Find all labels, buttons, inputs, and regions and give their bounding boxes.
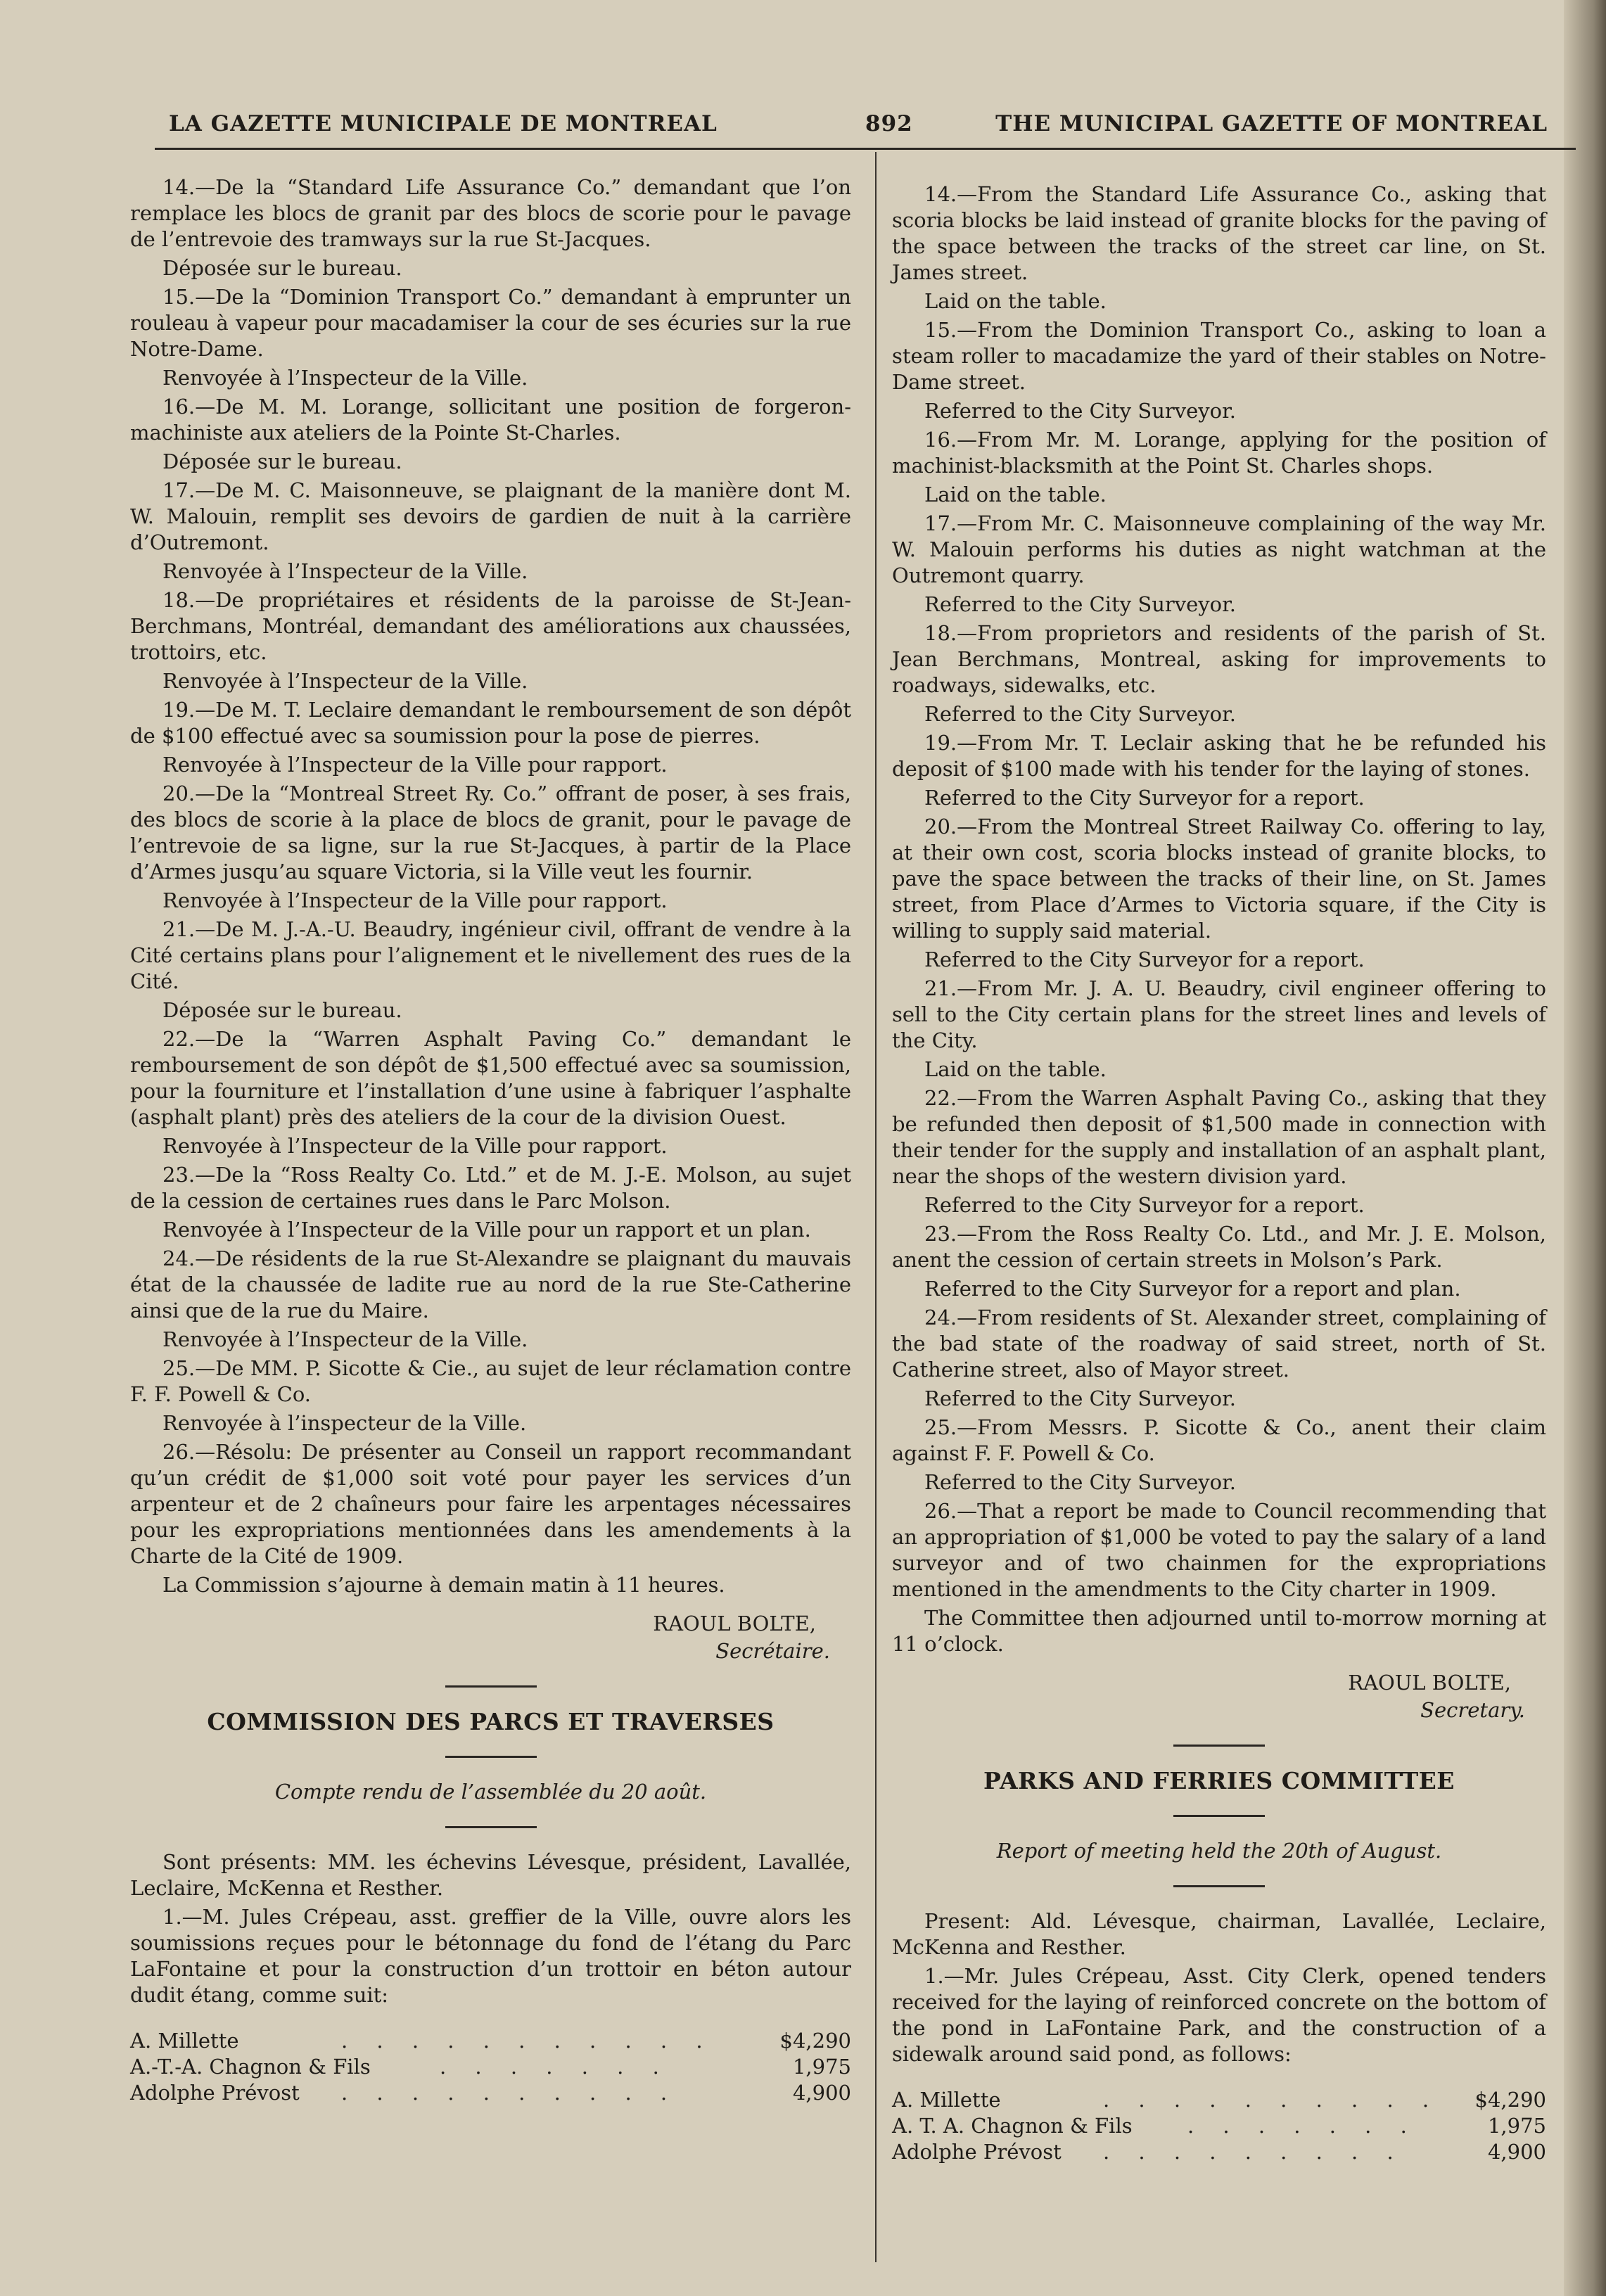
- signature-title: Secrétaire.: [715, 1639, 830, 1663]
- tender-amount: 1,975: [1487, 2114, 1546, 2138]
- tender-row: A. Millette . . . . . . . . . . $4,290: [892, 2088, 1546, 2112]
- tender-amount: 4,900: [1487, 2140, 1546, 2164]
- item-paragraph: 22.—De la “Warren Asphalt Paving Co.” demandant le remboursement de son dépôt de $1,500 effectué avec sa soumission, pour la fourniture et l’installation d’une usine à fabriquer l’asphalte (asphalt plant) près des ateliers de la cour de la division Ouest.: [130, 1027, 851, 1129]
- item-disposition: Déposée sur le bureau.: [162, 256, 402, 280]
- item-disposition: Referred to the City Surveyor.: [924, 702, 1237, 726]
- item-paragraph: 17.—De M. C. Maisonneuve, se plaignant de la manière dont M. W. Malouin, remplit ses devoirs de gardien de nuit à la carrière d’Outremont.: [130, 478, 851, 554]
- item-paragraph: 19.—From Mr. T. Leclair asking that he be refunded his deposit of $100 made with his tender for the laying of stones.: [892, 731, 1546, 781]
- section-title: PARKS AND FERRIES COMMITTEE: [983, 1767, 1455, 1794]
- header-rule: [155, 148, 1576, 150]
- french-column: [130, 174, 851, 2106]
- section-divider: [445, 1685, 537, 1688]
- section-subtitle: Compte rendu de l’assemblée du 20 août.: [274, 1780, 707, 1804]
- attendance-paragraph: Sont présents: MM. les échevins Lévesque, président, Lavallée, Leclaire, McKenna et Resther.: [130, 1850, 851, 1900]
- item-paragraph: 19.—De M. T. Leclaire demandant le remboursement de son dépôt de $100 effectué avec sa soumission pour la pose de pierres.: [130, 698, 851, 748]
- tender-row: A. Millette . . . . . . . . . . . $4,290: [130, 2029, 851, 2053]
- item-paragraph: 23.—From the Ross Realty Co. Ltd., and Mr. J. E. Molson, anent the cession of certain streets in Molson’s Park.: [892, 1222, 1546, 1272]
- tender-amount: $4,290: [1474, 2088, 1546, 2112]
- item-paragraph: 16.—From Mr. M. Lorange, applying for the position of machinist-blacksmith at the Point St. Charles shops.: [892, 428, 1546, 478]
- section-divider: [1173, 1885, 1265, 1887]
- item-disposition: Renvoyée à l’Inspecteur de la Ville.: [162, 669, 528, 693]
- item-paragraph: 21.—De M. J.-A.-U. Beaudry, ingénieur civil, offrant de vendre à la Cité certains plans pour l’alignement et le nivellement des rues de la Cité.: [130, 917, 851, 993]
- item-paragraph: 14.—De la “Standard Life Assurance Co.” demandant que l’on remplace les blocs de granit par des blocs de scorie pour le pavage de l’entrevoie des tramways sur la rue St-Jacques.: [130, 175, 851, 251]
- tender-row: A.-T.-A. Chagnon & Fils . . . . . . . 1,975: [130, 2055, 851, 2079]
- item-paragraph: 18.—De propriétaires et résidents de la paroisse de St-Jean-Berchmans, Montréal, demandant des améliorations aux chaussées, trottoirs, etc.: [130, 588, 851, 664]
- book-spine: [1564, 0, 1606, 2296]
- signature-name: RAOUL BOLTE,: [1348, 1671, 1511, 1695]
- attendance-paragraph: Present: Ald. Lévesque, chairman, Lavallée, Leclaire, McKenna and Resther.: [892, 1909, 1546, 1959]
- header-french-title: LA GAZETTE MUNICIPALE DE MONTREAL: [169, 111, 718, 136]
- item-paragraph: 18.—From proprietors and residents of the parish of St. Jean Berchmans, Montreal, asking for improvements to roadways, sidewalks, etc.: [892, 621, 1546, 697]
- item-disposition: Referred to the City Surveyor.: [924, 1470, 1237, 1494]
- item-disposition: Déposée sur le bureau.: [162, 998, 402, 1022]
- tender-amount: $4,290: [779, 2029, 851, 2053]
- tender-name: A. Millette: [130, 2029, 239, 2053]
- tender-name: A.-T.-A. Chagnon & Fils: [130, 2055, 371, 2079]
- item-disposition: Referred to the City Surveyor for a report.: [924, 948, 1365, 971]
- page-number: 892: [865, 111, 913, 136]
- tender-name: Adolphe Prévost: [130, 2081, 300, 2105]
- item-disposition: Laid on the table.: [924, 483, 1107, 506]
- item-paragraph: 15.—From the Dominion Transport Co., asking to loan a steam roller to macadamize the yard of their stables on Notre-Dame street.: [892, 318, 1546, 394]
- section-subtitle: Report of meeting held the 20th of August.: [996, 1839, 1442, 1863]
- item-disposition: Laid on the table.: [924, 289, 1107, 313]
- item-disposition: Referred to the City Surveyor.: [924, 1386, 1237, 1410]
- item-disposition: Referred to the City Surveyor.: [924, 592, 1237, 616]
- item-disposition: Renvoyée à l’inspecteur de la Ville.: [162, 1411, 527, 1435]
- item-disposition: Renvoyée à l’Inspecteur de la Ville pour rapport.: [162, 1134, 668, 1158]
- section-divider: [1173, 1745, 1265, 1747]
- signature-name: RAOUL BOLTE,: [653, 1612, 816, 1635]
- tender-name: A. T. A. Chagnon & Fils: [892, 2114, 1133, 2138]
- item-paragraph: 22.—From the Warren Asphalt Paving Co., asking that they be refunded then deposit of $1,500 made in connection with their tender for the supply and installation of an asphalt plant, near the shops of the western division yard.: [892, 1086, 1546, 1188]
- item-disposition: Referred to the City Surveyor.: [924, 399, 1237, 423]
- item-disposition: Referred to the City Surveyor for a report.: [924, 786, 1365, 810]
- item-disposition: Renvoyée à l’Inspecteur de la Ville.: [162, 1327, 528, 1351]
- tender-row: Adolphe Prévost . . . . . . . . . 4,900: [892, 2140, 1546, 2164]
- tender-name: Adolphe Prévost: [892, 2140, 1062, 2164]
- item-paragraph: 23.—De la “Ross Realty Co. Ltd.” et de M. J.-E. Molson, au sujet de la cession de certaines rues dans le Parc Molson.: [130, 1163, 851, 1213]
- header-english-title: THE MUNICIPAL GAZETTE OF MONTREAL: [995, 111, 1548, 136]
- item-paragraph: 15.—De la “Dominion Transport Co.” demandant à emprunter un rouleau à vapeur pour macadamiser la cour de ses écuries sur la rue Notre-Dame.: [130, 285, 851, 361]
- item-paragraph: 21.—From Mr. J. A. U. Beaudry, civil engineer offering to sell to the City certain plans for the street lines and levels of the City.: [892, 976, 1546, 1052]
- item-disposition: Renvoyée à l’Inspecteur de la Ville pour rapport.: [162, 753, 668, 777]
- tender-amount: 1,975: [792, 2055, 851, 2079]
- item-disposition: Laid on the table.: [924, 1057, 1107, 1081]
- section-divider: [445, 1756, 537, 1758]
- item-disposition: Renvoyée à l’Inspecteur de la Ville.: [162, 559, 528, 583]
- tender-row: Adolphe Prévost . . . . . . . . . . 4,900: [130, 2081, 851, 2105]
- item-paragraph: 24.—From residents of St. Alexander street, complaining of the bad state of the roadway of said street, north of St. Catherine street, also of Mayor street.: [892, 1306, 1546, 1382]
- item-paragraph: 25.—From Messrs. P. Sicotte & Co., anent their claim against F. F. Powell & Co.: [892, 1415, 1546, 1465]
- item-paragraph: 24.—De résidents de la rue St-Alexandre se plaignant du mauvais état de la chaussée de ladite rue au nord de la rue Ste-Catherine ainsi que de la rue du Maire.: [130, 1246, 851, 1322]
- adjournment-line: La Commission s’ajourne à demain matin à 11 heures.: [162, 1573, 725, 1597]
- item-paragraph: 26.—That a report be made to Council recommending that an appropriation of $1,000 be voted to pay the salary of a land surveyor and of two chainmen for the expropriations mentioned in the amendments to the City charter in 1909.: [892, 1499, 1546, 1601]
- item-paragraph: 20.—From the Montreal Street Railway Co. offering to lay, at their own cost, scoria blocks instead of granite blocks, to pave the space between the tracks of their line, on St. James street, from Place d’Armes to Victoria square, if the City is willing to supply said material.: [892, 815, 1546, 943]
- item-disposition: Renvoyée à l’Inspecteur de la Ville pour rapport.: [162, 888, 668, 912]
- section-divider: [1173, 1815, 1265, 1817]
- page-header: [169, 106, 1548, 141]
- item-disposition: Referred to the City Surveyor for a report and plan.: [924, 1277, 1461, 1301]
- item-paragraph: 14.—From the Standard Life Assurance Co., asking that scoria blocks be laid instead of granite blocks for the paving of the space between the tracks of the street car line, on St. James street.: [892, 182, 1546, 284]
- item-paragraph: 25.—De MM. P. Sicotte & Cie., au sujet de leur réclamation contre F. F. Powell & Co.: [130, 1356, 851, 1406]
- item-disposition: Déposée sur le bureau.: [162, 449, 402, 473]
- item-paragraph: 26.—Résolu: De présenter au Conseil un rapport recommandant qu’un crédit de $1,000 soit voté pour payer les services d’un arpenteur et de 2 chaîneurs pour faire les arpentages nécessaires pour les expropriations mentionnées dans les amendements à la Charte de la Cité de 1909.: [130, 1440, 851, 1568]
- signature-title: Secretary.: [1420, 1698, 1525, 1722]
- item-paragraph: 17.—From Mr. C. Maisonneuve complaining of the way Mr. W. Malouin performs his duties as night watchman at the Outremont quarry.: [892, 511, 1546, 587]
- section-title: COMMISSION DES PARCS ET TRAVERSES: [207, 1708, 775, 1735]
- item-paragraph: 1.—M. Jules Crépeau, asst. greffier de la Ville, ouvre alors les soumissions reçues pour le bétonnage du fond de l’étang du Parc LaFontaine et pour la construction d’un trottoir en béton autour dudit étang, comme suit:: [130, 1905, 851, 2007]
- item-disposition: Renvoyée à l’Inspecteur de la Ville pour un rapport et un plan.: [162, 1218, 811, 1242]
- tender-row: A. T. A. Chagnon & Fils . . . . . . . 1,975: [892, 2114, 1546, 2138]
- tender-name: A. Millette: [892, 2088, 1001, 2112]
- item-paragraph: 20.—De la “Montreal Street Ry. Co.” offrant de poser, à ses frais, des blocs de scorie à la place de blocs de granit, pour le pavage de l’entrevoie de sa ligne, sur la rue St-Jacques, à partir de la Place d’Armes jusqu’au square Victoria, si la Ville veut les fournir.: [130, 782, 851, 884]
- item-paragraph: 1.—Mr. Jules Crépeau, Asst. City Clerk, opened tenders received for the laying of reinforced concrete on the bottom of the pond in LaFontaine Park, and the construction of a sidewalk around said pond, as follows:: [892, 1964, 1546, 2066]
- tender-amount: 4,900: [792, 2081, 851, 2105]
- item-disposition: Renvoyée à l’Inspecteur de la Ville.: [162, 366, 528, 390]
- item-disposition: Referred to the City Surveyor for a report.: [924, 1193, 1365, 1217]
- column-divider: [875, 152, 877, 2262]
- section-divider: [445, 1826, 537, 1828]
- item-paragraph: 16.—De M. M. Lorange, sollicitant une position de forgeron-machiniste aux ateliers de la Pointe St-Charles.: [130, 395, 851, 445]
- english-column: [892, 174, 1546, 2165]
- adjournment-line: The Committee then adjourned until to-morrow morning at 11 o’clock.: [892, 1606, 1546, 1656]
